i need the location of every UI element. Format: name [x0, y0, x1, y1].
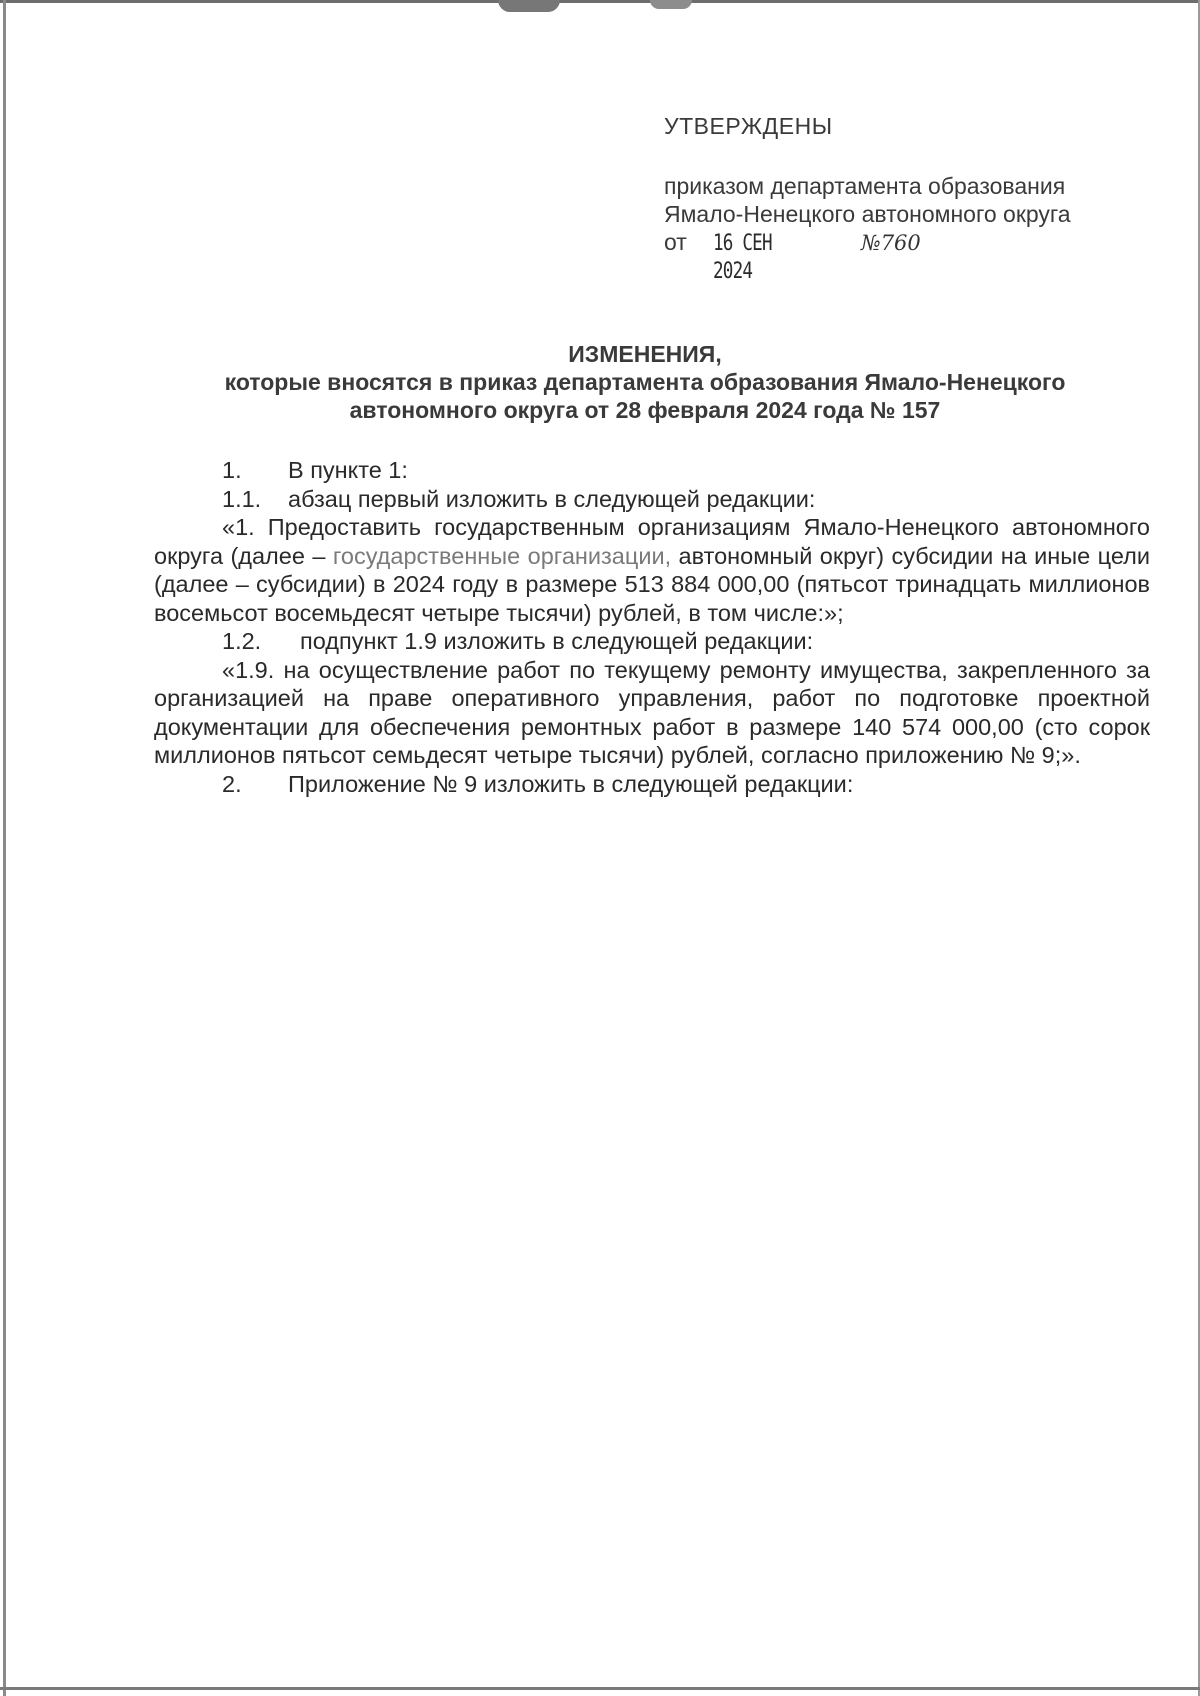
approval-block	[664, 112, 1144, 286]
item-text: Приложение № 9 изложить в следующей редакции:	[288, 770, 854, 797]
date-prefix: от	[664, 229, 687, 255]
paragraph: «1. Предоставить государственным организациям Ямало-Ненецкого автономного округа (далее – государственные организации, автономный округ) субсидии на иные цели (далее – субсидии) в 2024 году в размере 513 884 000,00 (пятьсот тринадцать миллионов восемьсот восемьдесят четыре тысячи) рублей, в том числе:»;	[154, 514, 1150, 626]
list-item	[154, 456, 1150, 485]
approved-label: УТВЕРЖДЕНЫ	[664, 113, 833, 139]
approval-line-1: приказом департамента образования	[664, 173, 1066, 199]
list-item	[154, 627, 1150, 656]
scan-edge-bottom	[0, 1687, 1200, 1690]
paragraph: «1.9. на осуществление работ по текущему ремонту имущества, закрепленного за организацией на праве оперативного управления, работ по подготовке проектной документации для обеспечения ремонтных работ в размере 140 574 000,00 (сто сорок миллионов пятьсот семьдесят четыре тысячи) рублей, согласно приложению № 9;».	[154, 656, 1150, 768]
handwritten-order-number: №760	[860, 231, 921, 255]
stamped-date: 16 СЕН 2024	[712, 231, 772, 284]
item-number: 1.	[222, 457, 242, 483]
document-heading	[150, 340, 1140, 424]
approval-date-line	[664, 228, 1144, 286]
approval-line-2: Ямало-Ненецкого автономного округа	[664, 201, 1071, 227]
document-body	[154, 456, 1150, 798]
item-text: В пункте 1:	[288, 457, 408, 483]
scan-edge-top	[0, 0, 1200, 3]
scan-blot	[650, 0, 692, 9]
item-number: 2.	[222, 770, 242, 797]
heading-line-2: автономного округа от 28 февраля 2024 года № 157	[349, 397, 941, 423]
scan-blot	[498, 0, 560, 12]
item-text: подпункт 1.9 изложить в следующей редакции:	[300, 628, 814, 654]
scan-edge-left	[3, 0, 6, 1696]
heading-title: ИЗМЕНЕНИЯ,	[568, 341, 722, 367]
item-text: абзац первый изложить в следующей редакции:	[288, 485, 816, 512]
item-number: 1.1.	[222, 485, 262, 512]
heading-line-1: которые вносятся в приказ департамента образования Ямало-Ненецкого	[224, 369, 1066, 395]
list-item	[154, 770, 1150, 799]
item-number: 1.2.	[222, 628, 262, 654]
list-item	[154, 485, 1150, 514]
